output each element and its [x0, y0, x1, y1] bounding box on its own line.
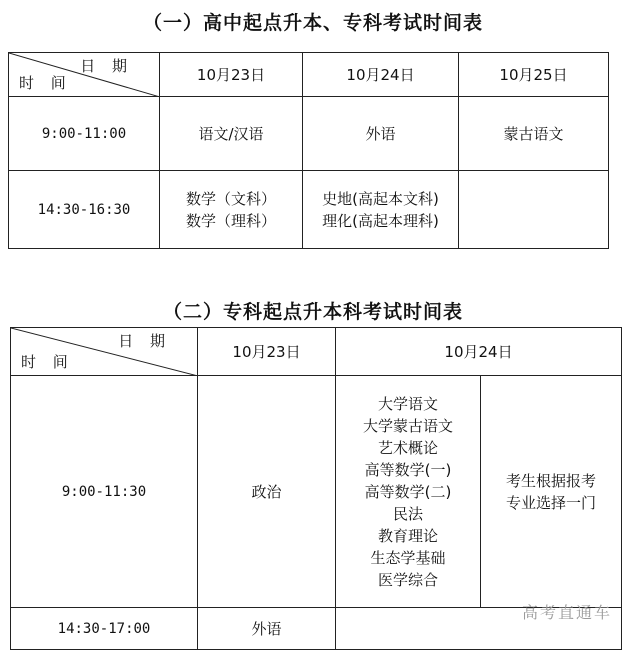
time-slot: 9:00-11:00: [9, 97, 160, 171]
table1-date-2: 10月24日: [303, 53, 459, 97]
subject-line: 理化(高起本理科): [322, 211, 439, 230]
subject-line: 史地(高起本文科): [322, 189, 439, 208]
table2-date-2: 10月24日: [336, 328, 622, 376]
table1-title: （一）高中起点升本、专科考试时间表: [142, 12, 483, 34]
table-row: [11, 376, 622, 608]
table1-corner-header: [9, 53, 160, 97]
table1-date-3: 10月25日: [459, 53, 609, 97]
subject-line: 大学蒙古语文: [362, 416, 453, 435]
time-slot: 14:30-16:30: [9, 171, 160, 249]
header-date-label: 日 期: [80, 57, 133, 75]
subject-line: 数学（理科）: [185, 211, 276, 230]
time-slot: 9:00-11:30: [11, 376, 198, 608]
table2-corner-header: [11, 328, 198, 376]
note-cell: [481, 376, 622, 608]
empty-cell: [459, 171, 609, 249]
table2-header-row: [11, 328, 622, 376]
subject-line: 数学（文科）: [185, 189, 276, 208]
header-time-label: 时 间: [21, 353, 74, 371]
table1-date-1: 10月23日: [160, 53, 303, 97]
table2-date-1: 10月23日: [198, 328, 336, 376]
subject-line: 高等数学(一): [364, 460, 452, 479]
header-date-label: 日 期: [118, 332, 171, 350]
table-row: [9, 97, 609, 171]
time-slot: 14:30-17:00: [11, 608, 198, 650]
table-row: [9, 171, 609, 249]
subject-line: 医学综合: [377, 570, 438, 589]
subject-cell: 外语: [303, 97, 459, 171]
subject-line: 高等数学(二): [364, 482, 452, 501]
subject-cell: 蒙古语文: [459, 97, 609, 171]
note-line: 专业选择一门: [505, 493, 596, 512]
subject-line: 教育理论: [377, 526, 438, 545]
subject-line: 大学语文: [377, 394, 438, 413]
subject-line: 民法: [392, 504, 423, 523]
subject-cell: 外语: [198, 608, 336, 650]
subject-line: 艺术概论: [377, 438, 438, 457]
table2-title: （二）专科起点升本科考试时间表: [162, 301, 463, 323]
subject-cell: 语文/汉语: [160, 97, 303, 171]
header-time-label: 时 间: [19, 74, 72, 92]
table1-header-row: [9, 53, 609, 97]
subject-cell: 政治: [198, 376, 336, 608]
subject-line: 生态学基础: [370, 548, 446, 567]
note-line: 考生根据报考: [505, 471, 596, 490]
subject-cell: [303, 171, 459, 249]
subject-cell: [160, 171, 303, 249]
watermark: 高考直通车: [521, 603, 612, 622]
subject-list-cell: [336, 376, 481, 608]
exam-schedule-table-1: [8, 52, 609, 249]
